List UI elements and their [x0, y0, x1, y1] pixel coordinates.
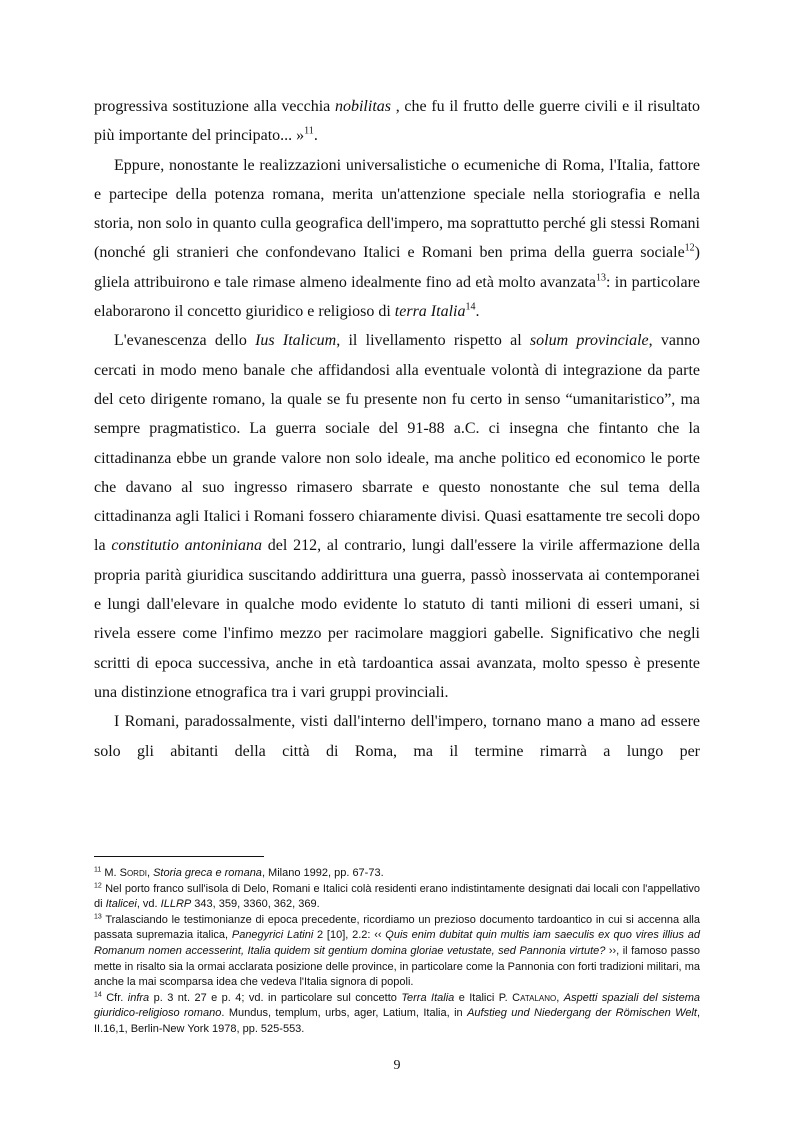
- italic-title: Panegyrici Latini: [231, 929, 314, 942]
- text-run: .: [313, 127, 318, 145]
- paragraph-4: [94, 707, 700, 766]
- text-run: , vd.: [136, 898, 161, 911]
- paragraph-1: [94, 92, 700, 151]
- footnote-ref-12[interactable]: 12: [684, 243, 695, 255]
- footnote-separator: [94, 856, 264, 857]
- footnote-ref-13[interactable]: 13: [595, 272, 606, 284]
- italic-title: ILLRP: [160, 898, 192, 911]
- main-text: [94, 92, 700, 766]
- footnotes: [94, 866, 700, 1038]
- footnote-number: 13: [94, 913, 102, 921]
- text-run: e Italici P.: [454, 991, 513, 1004]
- paragraph-3: [94, 326, 700, 707]
- italic-title: Aspetti spaziali del sistema giuridico-religioso romano: [94, 991, 700, 1020]
- text-run: . Mundus, templum, urbs, ager, Latium, Italia, in: [221, 1007, 468, 1020]
- author-name: Catalano: [512, 991, 557, 1004]
- text-run: Nel porto franco sull'isola di Delo, Romani e Italici colà residenti erano indistintamente designati dai locali con l'appellativo di: [94, 882, 700, 911]
- text-run: , II.16,1, Berlin-New York 1978, pp. 525-553.: [94, 1007, 700, 1035]
- italic-title: Aufstieg und Niedergang der Römischen Welt: [467, 1007, 697, 1020]
- italic-term: constitutio antoniniana: [111, 537, 262, 555]
- footnote-12: [94, 882, 700, 913]
- text-run: , vanno cercati in modo meno banale che affidandosi alla eventuale volontà di integrazione da parte del ceto dirigente romano, la quale se fu presente non fu certo in senso “umanitaristico”, ma sempre pragmatistico. La guerra sociale del 91-88 a.C. ci insegna che fintanto che la cittadinanza ebbe un grande valore non solo ideale, ma anche politico ed economico le porte che davano al suo ingresso rimasero sbarrate e questo nonostante che sul tema della cittadinanza agli Italici i Romani fossero chiaramente divisi. Quasi esattamente tre secoli dopo la: [94, 332, 701, 555]
- italic-term: solum provinciale: [529, 332, 649, 350]
- italic-term: Terra Italia: [401, 991, 455, 1004]
- italic-term: infra: [127, 991, 150, 1004]
- author-name: Sordi: [119, 867, 147, 879]
- text-run: progressiva sostituzione alla vecchia: [94, 98, 335, 115]
- text-run: ,: [146, 867, 154, 879]
- text-run: ››, il famoso passo mette in risalto sia la ormai acclarata posizione delle province, in particolare come la Pannonia con forti tradizioni militari, ma anche la mai scomparsa idea che vedeva l'Italia signora di popoli.: [94, 944, 700, 989]
- footnote-number: 14: [94, 991, 102, 999]
- text-run: , che fu il frutto delle guerre civili e il risultato più importante del principato... »: [94, 98, 701, 145]
- text-run: I Romani, paradossalmente, visti dall'interno dell'impero, tornano mano a mano ad essere solo gli abitanti della città di Roma, ma il termine rimarrà a lungo per: [94, 713, 700, 760]
- page-number: 9: [393, 1058, 401, 1073]
- text-run: : in particolare elaborarono il concetto giuridico e religioso di: [94, 273, 700, 321]
- italic-term: nobilitas: [334, 98, 391, 115]
- text-run: del 212, al contrario, lungi dall'essere la virile affermazione della propria parità giuridica suscitando addirittura una guerra, passò inosservata ai contemporanei e lungi dall'elevare in qualche modo evidente lo statuto di tanti milioni di esseri umani, si rivela essere come l'infimo mezzo per racimolare maggiori gabelle. Significativo che negli scritti di epoca successiva, anche in età tardoantica assai avanzata, molto spesso è presente una distinzione etnografica tra i vari gruppi provinciali.: [94, 537, 700, 701]
- italic-term: terra Italia: [394, 303, 466, 321]
- text-run: M.: [101, 867, 120, 879]
- footnote-number: 12: [94, 881, 102, 889]
- italic-quote: Quis enim dubitat quin multis iam saeculis ex quo vires illius ad Romanum nomen accesserint, Italia quidem sit gentium domina gloriae vetustate, sed Pannonia virtute?: [94, 929, 700, 957]
- text-run: 2 [10], 2.2: ‹‹: [313, 929, 386, 942]
- italic-term: Italicei: [105, 898, 137, 911]
- text-run: Cfr.: [101, 991, 128, 1004]
- text-run: , il livellamento rispetto al: [336, 332, 530, 350]
- footnote-ref-14[interactable]: 14: [465, 301, 476, 313]
- text-run: p. 3 nt. 27 e p. 4; vd. in particolare sul concetto: [149, 991, 402, 1004]
- text-run: , Milano 1992, pp. 67-73.: [261, 867, 384, 879]
- footnote-number: 11: [94, 866, 102, 874]
- text-run: Tralasciando le testimonianze di epoca precedente, ricordiamo un prezioso documento tardoantico in cui si accenna alla passata supremazia italica,: [94, 913, 700, 942]
- text-run: 343, 359, 3360, 362, 369.: [191, 898, 320, 911]
- footnote-13: [94, 913, 700, 991]
- paragraph-2: [94, 151, 700, 327]
- text-run: Eppure, nonostante le realizzazioni universalistiche o ecumeniche di Roma, l'Italia, fattore e partecipe della potenza romana, merita un'attenzione speciale nella storiografia e nella storia, non solo in quanto culla geografica dell'impero, ma soprattutto perché gli stessi Romani (nonché gli stranieri che confondevano Italici e Romani ben prima della guerra sociale: [94, 156, 700, 262]
- text-run: ,: [556, 991, 564, 1004]
- footnote-ref-11[interactable]: 11: [304, 125, 314, 137]
- text-run: ) gliela attribuirono e tale rimase almeno idealmente fino ad età molto avanzata: [94, 244, 700, 291]
- footnote-14: [94, 991, 700, 1038]
- italic-term: Ius Italicum: [255, 332, 337, 350]
- italic-title: Storia greca e romana: [153, 867, 262, 879]
- text-run: .: [475, 303, 480, 321]
- footnote-11: [94, 866, 700, 882]
- text-run: L'evanescenza dello: [114, 332, 256, 350]
